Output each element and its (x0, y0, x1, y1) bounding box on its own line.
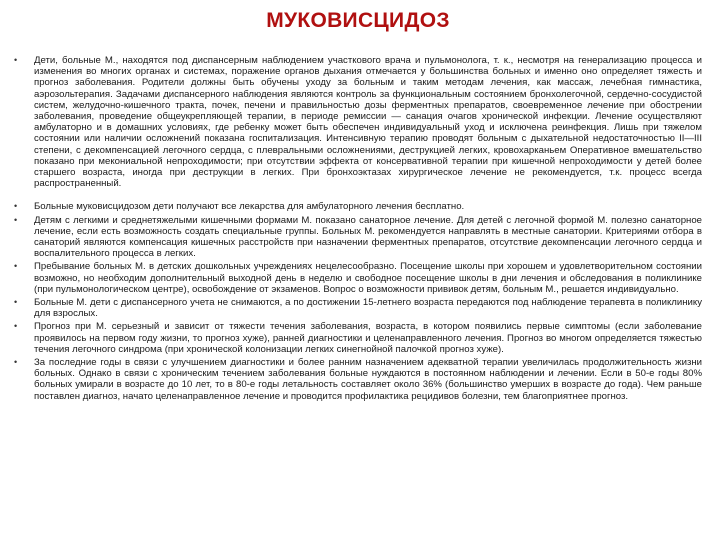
slide-title: МУКОВИСЦИДОЗ (266, 9, 450, 32)
bullet-icon: • (14, 201, 18, 212)
bullet-text: Детям с легкими и среднетяжелыми кишечными формами М. показано санаторное лечение. Для детей с легочной формой М. полезно санаторное лечение, если есть возможность создать специальные группы. Больных М. рекомендуется направлять в местные санатории. Критериями отбора в санаторий являются компенсация кишечных расстройств при назначении ферментных препаратов, отсутствие декомпенсации легочного сердца и воспалительного процесса в легких. (34, 214, 702, 260)
bullet-text: Пребывание больных М. в детских дошкольных учреждениях нецелесообразно. Посещение школы при хорошем и удовлетворительном состоянии возможно, но необходим дополнительный выходной день в неделю и свободное посещение школы в дни лечения и обследования в поликлинике (при пульмонологическом центре), освобождение от экзаменов. Вопрос о возможности прививок детям, больным М., решается индивидуально. (34, 261, 702, 295)
bullet-item (14, 297, 702, 319)
bullet-text: Прогноз при М. серьезный и зависит от тяжести течения заболевания, возраста, в котором появились первые симптомы (если заболевание проявилось на первом году жизни, то прогноз хуже), ранней диагностики и целенаправленного лечения. Прогноз во многом определяется тяжестью течения легочного синдрома (при хронической колонизации легких синегнойной палочкой прогноз хуже). (34, 321, 702, 355)
bullet-list (14, 55, 702, 402)
bullet-item (14, 201, 702, 212)
bullet-icon: • (14, 357, 18, 368)
bullet-item (14, 215, 702, 260)
bullet-icon: • (14, 321, 18, 332)
bullet-icon: • (14, 297, 18, 308)
bullet-text: За последние годы в связи с улучшением диагностики и более ранним назначением адекватной терапии увеличилась продолжительность жизни больных. Однако в связи с хроническим течением заболевания больные нуждаются в постоянном наблюдении и лечении. Если в 50-е годы 80% больных умирали в возрасте до 10 лет, то в 80-е годы летальность составляет около 36% (большинство умерших в возрасте до года). Чем раньше поставлен диагноз, начато целенаправленное лечение и проводится профилактика рецидивов болезни, тем благоприятнее прогноз. (34, 357, 702, 402)
bullet-text: Больные муковисцидозом дети получают все лекарства для амбулаторного лечения бесплатно. (34, 201, 465, 213)
bullet-icon: • (14, 261, 18, 272)
bullet-icon: • (14, 214, 18, 225)
bullet-text: Дети, больные М., находятся под диспансерным наблюдением участкового врача и пульмонолога, т. к., несмотря на генерализацию процесса и изменения во многих органах и системах, поражение органов дыхания отмечается у большинства больных и именно оно определяет тяжесть и прогноз заболевания. Родители должны быть обучены уходу за больным и таким методам лечения, как массаж, лечебная гимнастика, аэрозольтерапия. Задачами диспансерного наблюдения являются контроль за функциональным состоянием бронхолегочной, сердечно-сосудистой систем, желудочно-кишечного тракта, почек, печени и правильностью дозы ферментных препаратов, своевременное лечение при обострении заболевания, проведение общеукрепляющей терапии, в периоде ремиссии — санация очагов хронической инфекции. Лечение осуществляют амбулаторно и в домашних условиях, где ребенку может быть обеспечен индивидуальный уход и исключена реинфекция. Лишь при тяжелом состоянии или наличии осложнений показана госпитализация. Интенсивную терапию проводят больным с дыхательной недостаточностью II—III степени, с декомпенсацией легочного сердца, с плевральными осложнениями, деструкцией легких, кровохарканьем Оперативное вмешательство показано при мекониальной непроходимости; при отсутствии эффекта от консервативной терапии при кишечной непроходимости у детей более старшего возраста, иногда при деструкции в легких. При бронхоэктазах хирургическое лечение не рекомендуется, т.к. процесс всегда распространенный. (34, 55, 702, 190)
bullet-item (14, 321, 702, 355)
bullet-text: Больные М. дети с диспансерного учета не снимаются, а по достижении 15-летнего возраста передаются под наблюдение терапевта в поликлинику для взрослых. (34, 297, 702, 320)
bullet-item (14, 357, 702, 402)
bullet-item (14, 261, 702, 295)
bullet-icon: • (14, 55, 18, 65)
bullet-item (14, 55, 702, 189)
